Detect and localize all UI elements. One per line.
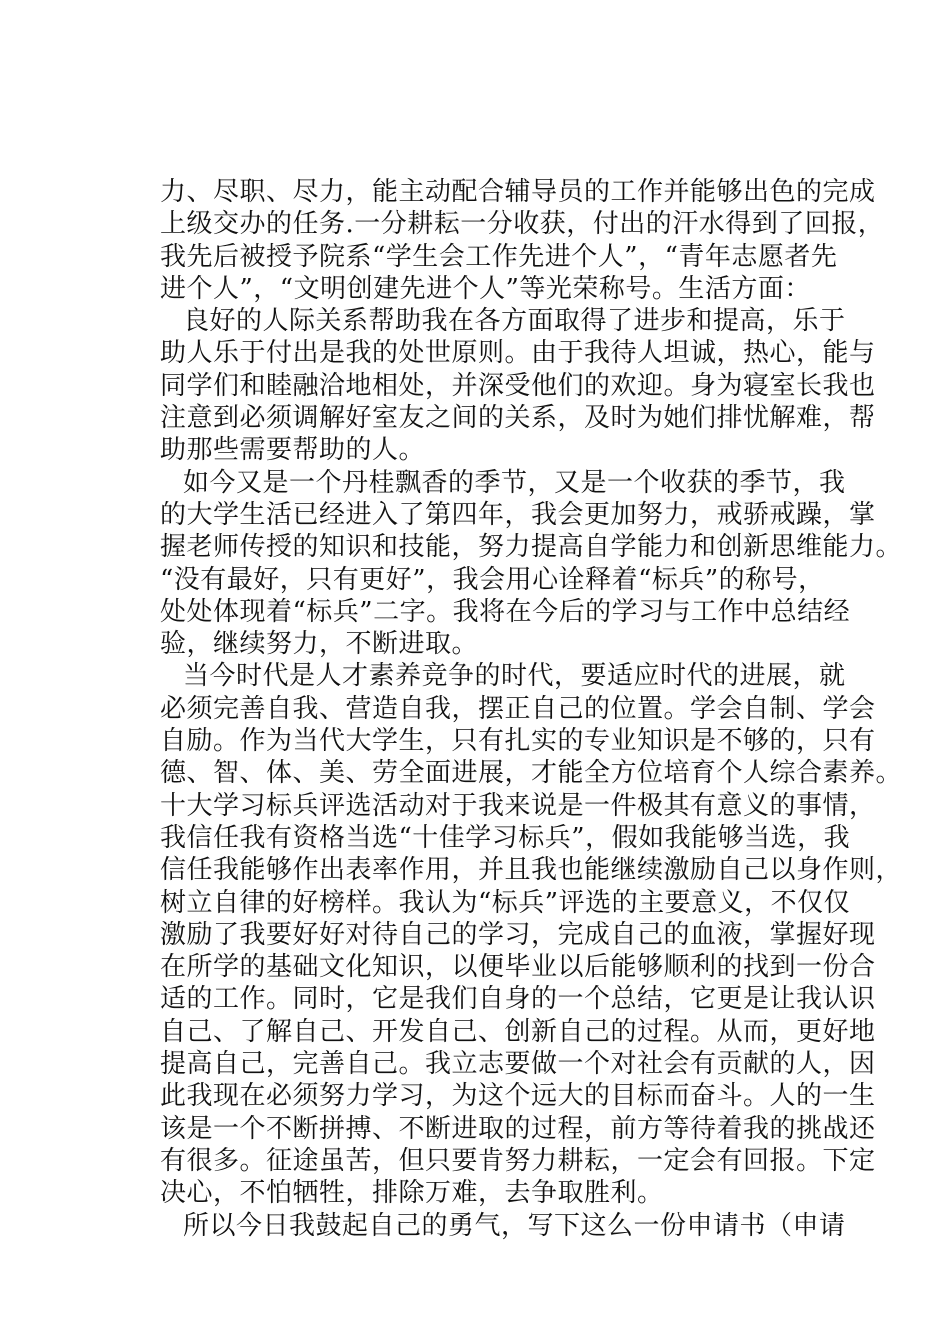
text-line: 当今时代是人才素养竞争的时代，要适应时代的进展，就 <box>183 661 846 692</box>
text-line: 德、智、体、美、劳全面进展，才能全方位培育个人综合素养。 <box>160 758 903 789</box>
text-line: 此我现在必须努力学习，为这个远大的目标而奋斗。人的一生 <box>160 1081 876 1112</box>
text-line: 验，继续努力，不断进取。 <box>160 629 479 660</box>
text-line: 决心，不怕牺牲，排除万难，去争取胜利。 <box>160 1178 664 1209</box>
text-line: 十大学习标兵评选活动对于我来说是一件极其有意义的事情， <box>160 790 876 821</box>
text-line: 自己、了解自己、开发自己、创新自己的过程。从而，更好地 <box>160 1016 876 1047</box>
text-line: 注意到必须调解好室友之间的关系，及时为她们排忧解难，帮 <box>160 403 876 434</box>
text-line: 有很多。征途虽苦，但只要肯努力耕耘，一定会有回报。下定 <box>160 1145 876 1176</box>
text-line: 的大学生活已经进入了第四年，我会更加努力，戒骄戒躁，掌 <box>160 499 876 530</box>
text-line: 力、尽职、尽力，能主动配合辅导员的工作并能够出色的完成 <box>160 177 876 207</box>
text-line: 适的工作。同时，它是我们自身的一个总结，它更是让我认识 <box>160 984 876 1015</box>
text-line: “没有最好，只有更好”，我会用心诠释着“标兵”的称号， <box>160 564 825 595</box>
text-line: 同学们和睦融洽地相处，并深受他们的欢迎。身为寝室长我也 <box>160 370 876 401</box>
text-line: 信任我能够作出表率作用，并且我也能继续激励自己以身作则， <box>160 855 903 886</box>
document-body <box>160 176 903 1242</box>
text-line: 助那些需要帮助的人。 <box>160 435 426 466</box>
text-line: 在所学的基础文化知识，以便毕业以后能够顺利的找到一份合 <box>160 952 876 983</box>
text-line: 处处体现着“标兵”二字。我将在今后的学习与工作中总结经 <box>160 596 851 627</box>
text-line: 必须完善自我、营造自我，摆正自己的位置。学会自制、学会 <box>160 693 876 724</box>
text-line: 我信任我有资格当选“十佳学习标兵”，假如我能够当选，我 <box>160 822 851 853</box>
text-line: 激励了我要好好对待自己的学习，完成自己的血液，掌握好现 <box>160 919 876 950</box>
text-line: 良好的人际关系帮助我在各方面取得了进步和提高，乐于 <box>183 306 846 337</box>
text-line: 助人乐于付出是我的处世原则。由于我待人坦诚，热心，能与 <box>160 338 876 369</box>
text-line: 进个人”，“文明创建先进个人”等光荣称号。生活方面： <box>160 273 811 304</box>
text-line: 握老师传授的知识和技能，努力提高自学能力和创新思维能力。 <box>160 532 903 563</box>
text-line: 该是一个不断拼搏、不断进取的过程，前方等待着我的挑战还 <box>160 1113 876 1144</box>
text-line: 所以今日我鼓起自己的勇气，写下这么一份申请书（申请 <box>183 1210 846 1241</box>
text-line: 上级交办的任务.一分耕耘一分收获，付出的汗水得到了回报， <box>160 209 885 240</box>
text-line: 自励。作为当代大学生，只有扎实的专业知识是不够的，只有 <box>160 726 876 757</box>
text-line: 我先后被授予院系“学生会工作先进个人”，“青年志愿者先 <box>160 241 838 272</box>
text-line: 如今又是一个丹桂飘香的季节，又是一个收获的季节，我 <box>183 467 846 498</box>
text-line: 树立自律的好榜样。我认为“标兵”评选的主要意义，不仅仅 <box>160 887 851 918</box>
text-line: 提高自己，完善自己。我立志要做一个对社会有贡献的人，因 <box>160 1049 876 1080</box>
